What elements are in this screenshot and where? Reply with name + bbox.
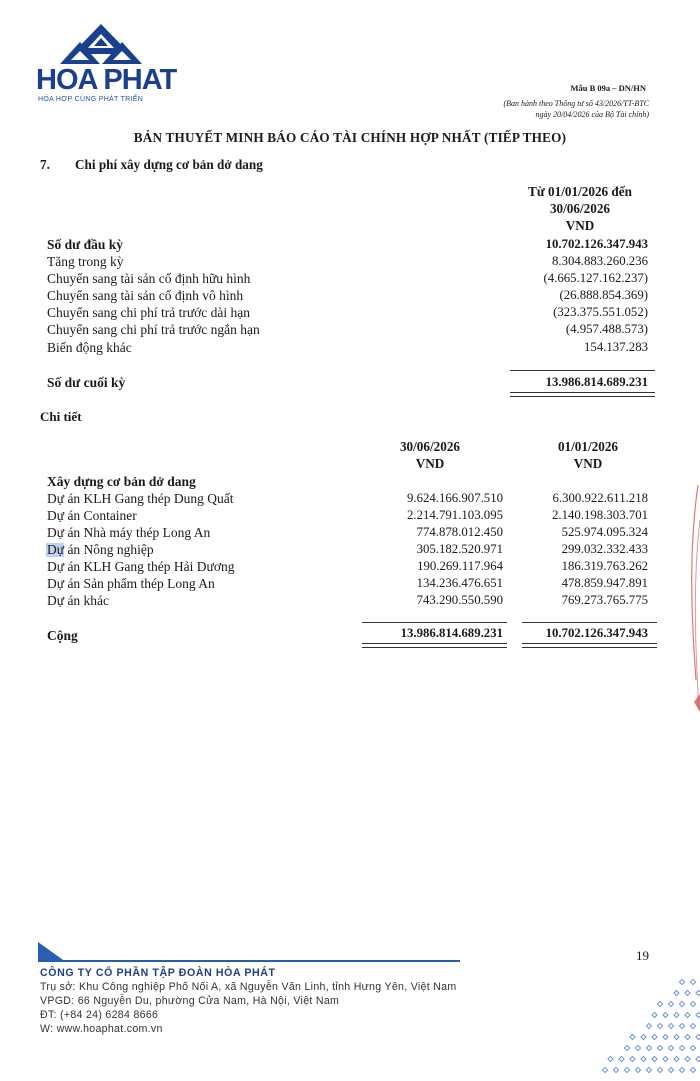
- column-currency: VND: [573, 456, 603, 471]
- form-code: Mẫu B 09a – DN/HN: [570, 83, 646, 93]
- decorative-dot: [641, 1056, 646, 1061]
- detail-row-value-current: 190.269.117.964: [417, 559, 503, 573]
- decorative-dot: [679, 1067, 684, 1072]
- footer-phone: ĐT: (+84 24) 6284 8666: [40, 1009, 159, 1021]
- group-heading: Xây dựng cơ bản dở dang: [47, 474, 196, 489]
- detail-row-value-opening: 299.032.332.433: [561, 542, 648, 556]
- decorative-dot: [696, 990, 700, 995]
- total-value-opening: 10.702.126.347.943: [545, 626, 648, 640]
- detail-row-value-current: 305.182.520.971: [416, 542, 503, 556]
- decorative-dot: [619, 1056, 624, 1061]
- decorative-dot: [635, 1045, 640, 1050]
- footer-address: Trụ sở: Khu Công nghiệp Phố Nối A, xã Nguyễn Văn Linh, tỉnh Hưng Yên, Việt Nam: [40, 981, 457, 993]
- column-currency: VND: [415, 456, 445, 471]
- movement-row-label: Tăng trong kỳ: [47, 254, 124, 269]
- detail-row-value-current: 2.214.791.103.095: [407, 508, 503, 522]
- decorative-dot-pattern-icon: [590, 976, 700, 1081]
- decorative-dot: [657, 1067, 662, 1072]
- detail-row-value-opening: 525.974.095.324: [561, 525, 648, 539]
- closing-balance-value: 13.986.814.689.231: [545, 375, 648, 389]
- decorative-dot: [646, 1067, 651, 1072]
- total-double-rule: [362, 643, 507, 648]
- decorative-dot: [657, 1023, 662, 1028]
- decorative-dot: [674, 1056, 679, 1061]
- decorative-dot: [646, 1045, 651, 1050]
- decorative-dot: [641, 1034, 646, 1039]
- movement-row-label: Chuyển sang tài sản cố định vô hình: [47, 288, 244, 303]
- decorative-dot: [679, 1045, 684, 1050]
- decorative-dot: [668, 1001, 673, 1006]
- detail-row-value-current: 743.290.550.590: [416, 593, 503, 607]
- decorative-dot: [679, 1023, 684, 1028]
- footer-accent-icon: [38, 942, 68, 962]
- detail-row-value-current: 9.624.166.907.510: [407, 491, 503, 505]
- brand-slogan: HÒA HỢP CÙNG PHÁT TRIỂN: [38, 96, 144, 103]
- subtotal-rule: [510, 370, 655, 371]
- detail-row-value-opening: 186.319.763.262: [561, 559, 648, 573]
- decorative-dot: [630, 1056, 635, 1061]
- document-title: BẢN THUYẾT MINH BÁO CÁO TÀI CHÍNH HỢP NHẤT (TIẾP THEO): [133, 130, 567, 145]
- detail-row-value-opening: 769.273.765.775: [561, 593, 648, 607]
- decorative-dot: [635, 1067, 640, 1072]
- movement-row-label: Số dư đầu kỳ: [47, 237, 124, 252]
- decorative-dot: [690, 1045, 695, 1050]
- decorative-dot: [663, 1056, 668, 1061]
- footer-office: VPGD: 66 Nguyễn Du, phường Cửa Nam, Hà Nội, Việt Nam: [40, 995, 340, 1007]
- total-label: Cộng: [47, 628, 78, 643]
- total-double-rule: [522, 643, 657, 648]
- detail-row-value-opening: 478.859.947.891: [561, 576, 648, 590]
- detail-row-label: Dự án Nông nghiệp: [47, 542, 154, 557]
- decorative-dot: [690, 979, 695, 984]
- decorative-dot: [679, 979, 684, 984]
- column-header-opening: [518, 438, 658, 472]
- period-header: [505, 183, 655, 234]
- detail-row-label: Dự án KLH Gang thép Dung Quất: [47, 491, 234, 506]
- movement-row-label: Chuyển sang chi phí trả trước ngắn hạn: [47, 322, 260, 337]
- form-note-line-1: (Ban hành theo Thông tư số 43/2026/TT-BTC: [503, 99, 649, 108]
- decorative-dot: [657, 1045, 662, 1050]
- decorative-dot: [685, 990, 690, 995]
- decorative-dot: [652, 1012, 657, 1017]
- decorative-dot: [696, 1034, 700, 1039]
- detail-row-label: Dự án KLH Gang thép Hải Dương: [47, 559, 235, 574]
- red-stamp-icon: [680, 480, 700, 740]
- page-number: 19: [636, 948, 649, 963]
- section-number: 7.: [40, 157, 50, 172]
- detail-row-label: Dự án Container: [47, 508, 137, 523]
- detail-label: Chi tiết: [40, 409, 82, 424]
- decorative-dot: [608, 1056, 613, 1061]
- movement-row-value: (26.888.854.369): [559, 288, 648, 302]
- detail-row-label: Dự án Sản phẩm thép Long An: [47, 576, 215, 591]
- footer-rule: [40, 960, 460, 962]
- decorative-dot: [685, 1012, 690, 1017]
- decorative-dot: [663, 1012, 668, 1017]
- decorative-dot: [646, 1023, 651, 1028]
- detail-row-value-current: 774.878.012.450: [416, 525, 503, 539]
- decorative-dot: [668, 1023, 673, 1028]
- movement-row-value: 10.702.126.347.943: [545, 237, 648, 251]
- movement-row-value: (4.665.127.162.237): [543, 271, 648, 285]
- footer-website: W: www.hoaphat.com.vn: [40, 1023, 163, 1035]
- decorative-dot: [679, 1001, 684, 1006]
- movement-row-value: (323.375.551.052): [553, 305, 648, 319]
- decorative-dot: [690, 1023, 695, 1028]
- decorative-dot: [685, 1056, 690, 1061]
- period-line-2: 30/06/2026: [549, 201, 611, 216]
- decorative-dot: [674, 1012, 679, 1017]
- decorative-dot: [696, 1012, 700, 1017]
- decorative-dot: [685, 1034, 690, 1039]
- decorative-dot: [674, 990, 679, 995]
- total-double-rule: [510, 392, 655, 397]
- subtotal-rule: [522, 622, 657, 623]
- brand-name: HOA PHAT: [36, 64, 177, 96]
- decorative-dot: [668, 1067, 673, 1072]
- column-header-current: [360, 438, 500, 472]
- detail-row-value-current: 134.236.476.651: [416, 576, 503, 590]
- movement-row-label: Biến động khác: [47, 340, 132, 355]
- subtotal-rule: [362, 622, 507, 623]
- total-value-current: 13.986.814.689.231: [400, 626, 503, 640]
- decorative-dot: [668, 1045, 673, 1050]
- movement-row-value: 8.304.883.260.236: [552, 254, 648, 268]
- detail-row-value-opening: 6.300.922.611.218: [552, 491, 648, 505]
- detail-row-label: Dự án khác: [47, 593, 110, 608]
- decorative-dot: [696, 1056, 700, 1061]
- section-title: Chi phí xây dựng cơ bản dở dang: [75, 157, 263, 172]
- decorative-dot: [690, 1001, 695, 1006]
- decorative-dot: [652, 1056, 657, 1061]
- movement-row-label: Chuyển sang chi phí trả trước dài hạn: [47, 305, 251, 320]
- form-note-line-2: ngày 20/04/2026 của Bộ Tài chính): [535, 110, 649, 119]
- movement-row-value: 154.137.283: [584, 340, 648, 354]
- detail-row-label: Dự án Nhà máy thép Long An: [47, 525, 211, 540]
- decorative-dot: [630, 1034, 635, 1039]
- decorative-dot: [602, 1067, 607, 1072]
- decorative-dot: [613, 1067, 618, 1072]
- decorative-dot: [690, 1067, 695, 1072]
- period-line-1: Từ 01/01/2026 đến: [528, 184, 632, 199]
- footer-company-name: CÔNG TY CỔ PHẦN TẬP ĐOÀN HÒA PHÁT: [40, 967, 276, 979]
- column-date: 30/06/2026: [399, 439, 461, 454]
- decorative-dot: [624, 1067, 629, 1072]
- decorative-dot: [657, 1001, 662, 1006]
- closing-balance-label: Số dư cuối kỳ: [47, 375, 126, 390]
- movement-row-value: (4.957.488.573): [565, 322, 648, 336]
- movement-row-label: Chuyển sang tài sản cố định hữu hình: [47, 271, 251, 286]
- decorative-dot: [674, 1034, 679, 1039]
- decorative-dot: [663, 1034, 668, 1039]
- column-date: 01/01/2026: [557, 439, 619, 454]
- decorative-dot: [652, 1034, 657, 1039]
- detail-row-value-opening: 2.140.198.303.701: [552, 508, 648, 522]
- decorative-dot: [624, 1045, 629, 1050]
- period-currency: VND: [565, 218, 595, 233]
